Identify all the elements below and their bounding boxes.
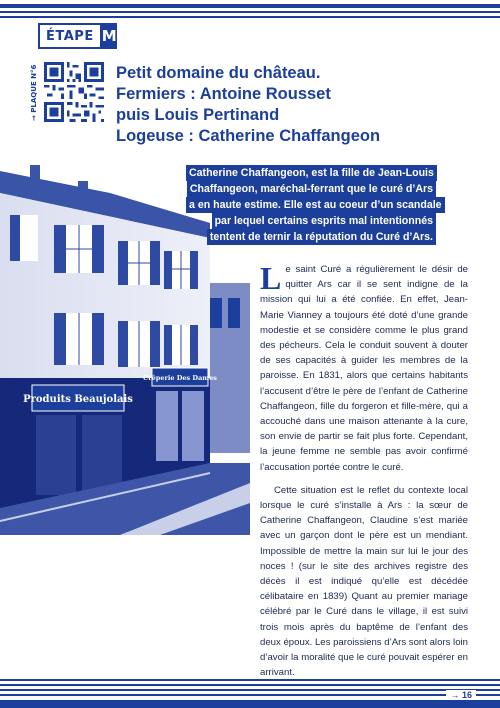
page-title xyxy=(116,63,476,147)
etape-letter: M xyxy=(102,23,117,49)
article-body xyxy=(260,262,468,680)
drop-cap: L xyxy=(260,260,282,296)
qr-code-icon[interactable] xyxy=(44,62,104,122)
highlight-line: Chaffangeon, maréchal-ferrant que le curé d’Ars xyxy=(187,181,436,197)
highlight-line: par lequel certains esprits mal intentionnés xyxy=(212,213,436,229)
title-line: Petit domaine du château. xyxy=(116,64,321,82)
etape-badge xyxy=(38,23,116,49)
title-line: Fermiers : Antoine Rousset xyxy=(116,85,331,103)
top-decorative-rules xyxy=(0,4,500,24)
etape-label: ÉTAPE xyxy=(38,23,102,49)
paragraph-1-text: e saint Curé a régulièrement le désir de quitter Ars car il se sent indigne de la mission qui lui a été confiée. En effet, Jean-Marie Vianney a toujours été doté d’une grande modestie et se considère comme le plus grand des pécheurs. Cela le conduit souvent à douter de ses capacités à guider les membres de la paroisse. En 1831, alors que certains habitants l’accusent d’être le père de l’enfant de Catherine Chaffangeon, fille du forgeron et fille-mère, qui a accouché dans une maison attenante à la cure, son envie de partir se fait plus forte. Cependant, la jeune femme ne semble pas avoir confirmé l’accusation portée contre le curé. xyxy=(260,264,468,473)
title-line: puis Louis Pertinand xyxy=(116,106,280,124)
highlight-intro xyxy=(186,165,442,245)
plaque-label: → PLAQUE N°6 xyxy=(30,64,38,122)
bottom-decorative-rules xyxy=(0,679,500,708)
paragraph-1 xyxy=(260,262,468,475)
shop-sign-left: Produits Beaujolais xyxy=(23,394,133,405)
shop-sign-right: Crêperie Des Dames xyxy=(143,374,217,382)
paragraph-2: Cette situation est le reflet du contexte local lorsque le curé s’installe à Ars : la sœur de Catherine Chaffangeon, Claudine s’est mariée avec un garçon dont le père est un mendiant. Impossible de mettre la main sur lui le jour des noces ! (sur le site des archives registre des décès il est indiqué qu’elle est décédée célibataire en 1839) Quant au premier mariage célébré par le Curé dans le village, il est suivi trois mois après du baptême de l’enfant des deux époux. Les paroissiens d’Ars sont alors loin d’avoir la moralité que le curé pouvait espérer en arrivant. xyxy=(260,484,468,679)
title-line: Logeuse : Catherine Chaffangeon xyxy=(116,127,381,145)
highlight-line: tentent de ternir la réputation du Curé d’Ars. xyxy=(207,229,436,245)
page-number: → 16 xyxy=(446,690,476,700)
highlight-line: Catherine Chaffangeon, est la fille de Jean-Louis xyxy=(186,165,437,181)
highlight-line: a en haute estime. Elle est au coeur d’un scandale xyxy=(186,197,445,213)
